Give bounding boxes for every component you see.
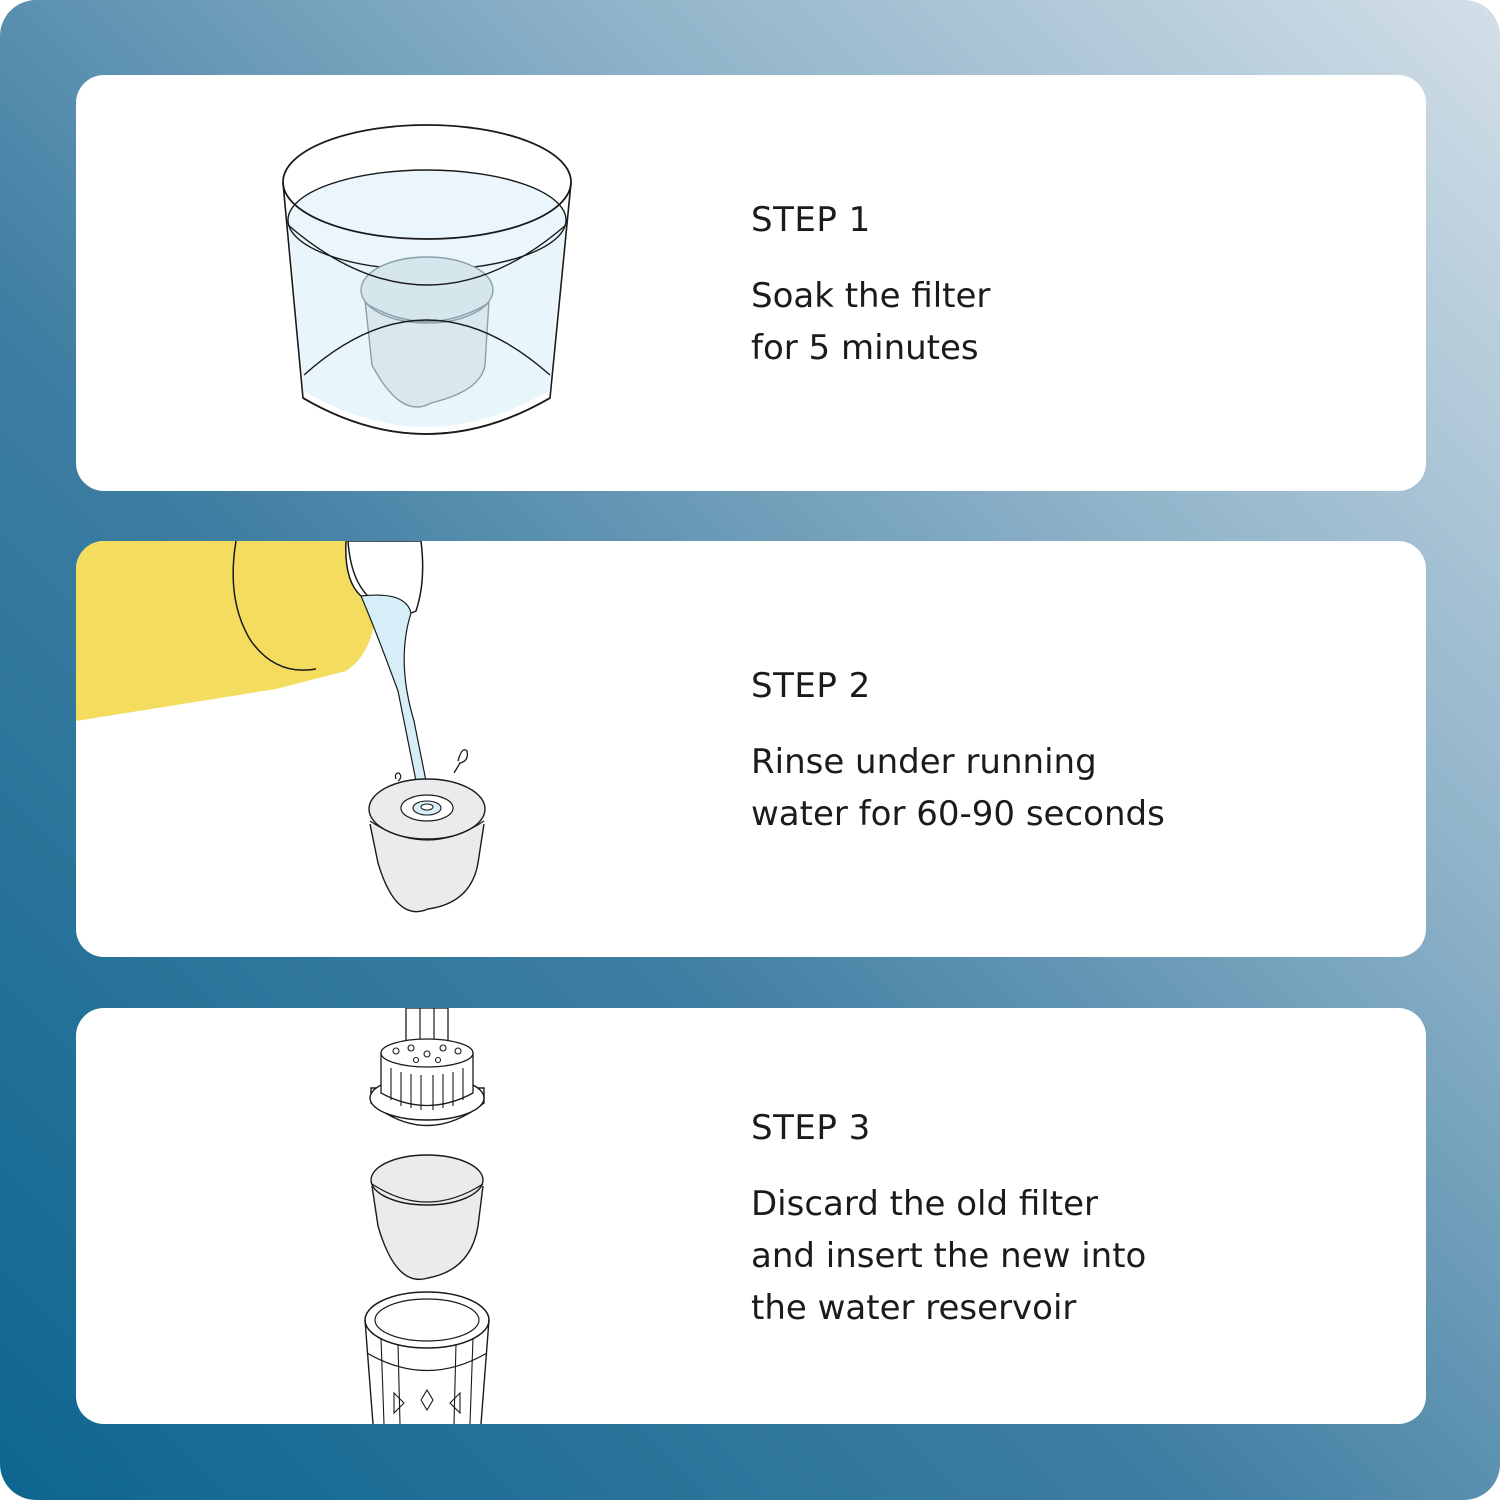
step-1-text (751, 200, 1351, 374)
step-2-text (751, 666, 1351, 840)
step-3-text (751, 1108, 1351, 1334)
filter-assembly-illustration (76, 1008, 756, 1424)
step-2-description: Rinse under running water for 60-90 seconds (751, 742, 1165, 834)
soaking-filter-in-water-illustration (76, 75, 756, 491)
step-1-card (76, 75, 1426, 491)
step-2-card (76, 541, 1426, 957)
step-2-label: STEP 2 (751, 666, 871, 706)
step-3-label: STEP 3 (751, 1108, 871, 1148)
rinsing-filter-illustration (76, 541, 756, 957)
step-3-card (76, 1008, 1426, 1424)
step-1-description: Soak the filter for 5 minutes (751, 276, 991, 368)
step-3-description: Discard the old filter and insert the new into the water reservoir (751, 1184, 1147, 1328)
step-1-label: STEP 1 (751, 200, 871, 240)
